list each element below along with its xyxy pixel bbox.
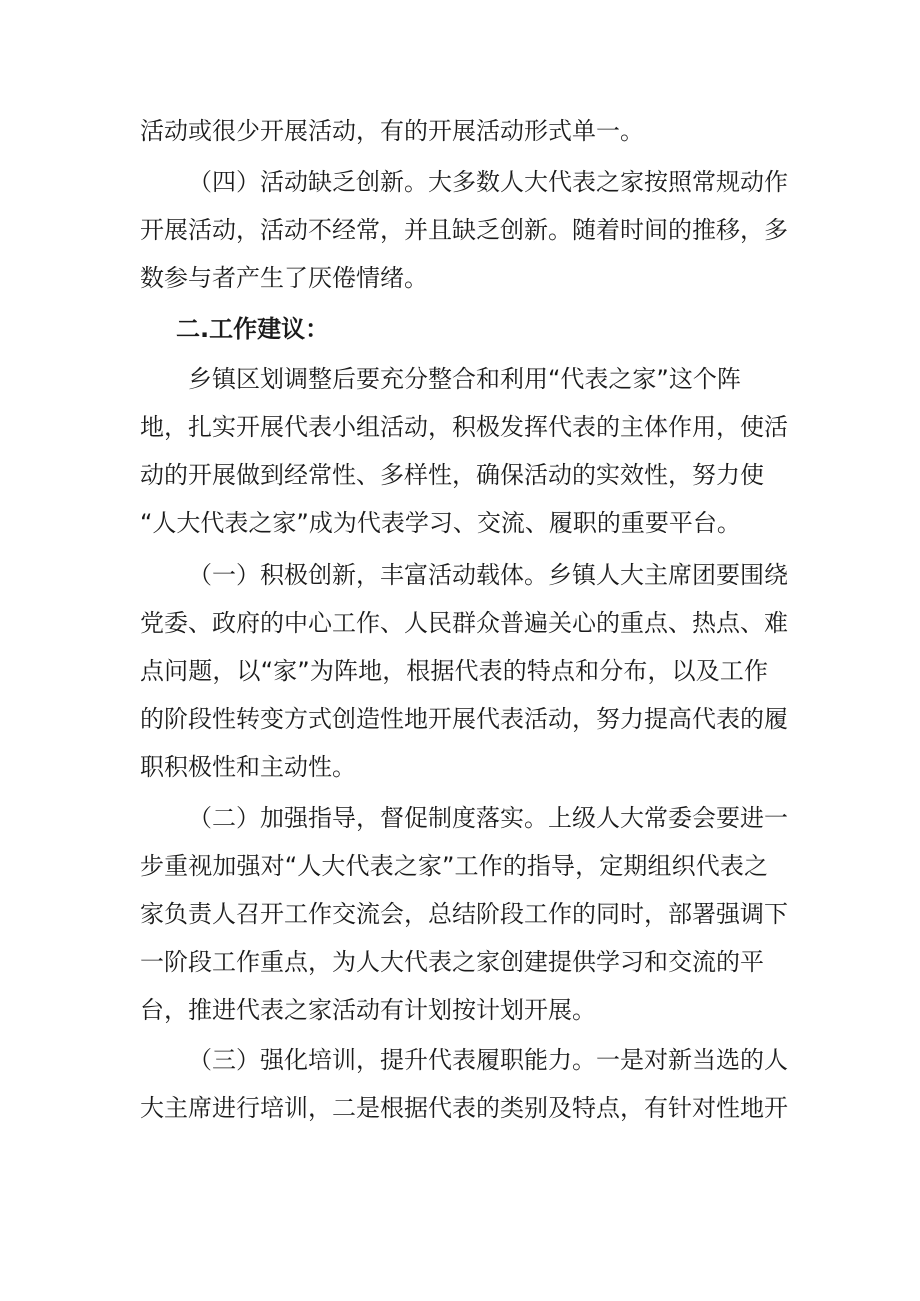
paragraph-line: 家负责人召开工作交流会，总结阶段工作的同时，部署强调下 xyxy=(140,900,788,928)
paragraph-line: 的阶段性转变方式创造性地开展代表活动，努力提高代表的履 xyxy=(140,705,788,733)
paragraph-line: 开展活动，活动不经常，并且缺乏创新。随着时间的推移，多 xyxy=(140,216,788,244)
paragraph-line: 大主席进行培训，二是根据代表的类别及特点，有针对性地开 xyxy=(140,1094,788,1122)
paragraph-line: （二）加强指导，督促制度落实。上级人大常委会要进一 xyxy=(188,804,788,832)
paragraph-line: 动的开展做到经常性、多样性，确保活动的实效性，努力使 xyxy=(140,461,764,489)
paragraph-line: 台，推进代表之家活动有计划按计划开展。 xyxy=(140,996,596,1024)
paragraph-line: 乡镇区划调整后要充分整合和利用“代表之家”这个阵 xyxy=(188,365,741,393)
paragraph-line: （一）积极创新，丰富活动载体。乡镇人大主席团要围绕 xyxy=(188,561,788,589)
paragraph-line: 党委、政府的中心工作、人民群众普遍关心的重点、热点、难 xyxy=(140,609,788,637)
paragraph-line: （三）强化培训，提升代表履职能力。一是对新当选的人 xyxy=(188,1046,788,1074)
paragraph-line: 职积极性和主动性。 xyxy=(140,753,356,781)
paragraph-line: 一阶段工作重点，为人大代表之家创建提供学习和交流的平 xyxy=(140,948,764,976)
paragraph-line: 活动或很少开展活动，有的开展活动形式单一。 xyxy=(140,117,644,145)
paragraph-line: 地，扎实开展代表小组活动，积极发挥代表的主体作用，使活 xyxy=(140,413,788,441)
paragraph-line: 数参与者产生了厌倦情绪。 xyxy=(140,264,428,292)
paragraph-line: 步重视加强对“人大代表之家”工作的指导，定期组织代表之 xyxy=(140,852,768,880)
paragraph-line: 点问题，以“家”为阵地，根据代表的特点和分布，以及工作 xyxy=(140,657,768,685)
section-heading: 二.工作建议： xyxy=(176,315,330,343)
paragraph-line: “人大代表之家”成为代表学习、交流、履职的重要平台。 xyxy=(140,509,741,537)
paragraph-line: （四）活动缺乏创新。大多数人大代表之家按照常规动作 xyxy=(188,168,788,196)
